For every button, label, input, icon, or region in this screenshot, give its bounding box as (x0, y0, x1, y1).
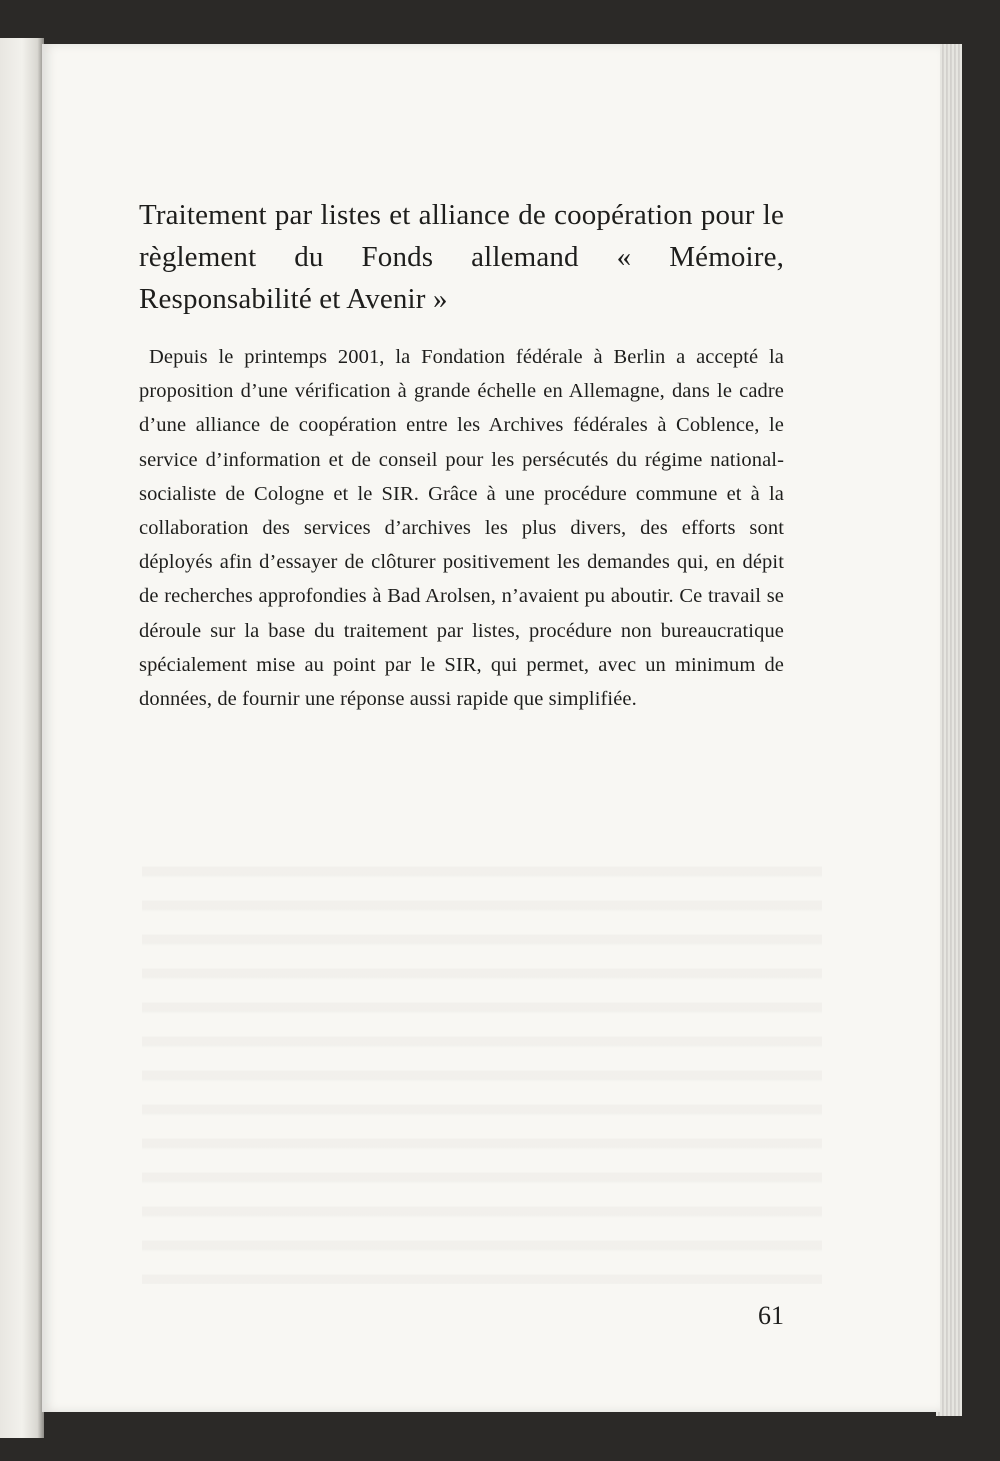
book-page (42, 44, 940, 1412)
body-paragraph: Depuis le printemps 2001, la Fondation fédérale à Berlin a accepté la proposition d’une vérification à grande échelle en Allemagne, dans le cadre d’une alliance de coopération entre les Archives fédérales à Coblence, le service d’information et de conseil pour les persécutés du régime national-socialiste de Cologne et le SIR. Grâce à une procédure commune et à la collaboration des services d’archives les plus divers, des efforts sont déployés afin d’essayer de clôturer positivement les demandes qui, en dépit de recherches approfondies à Bad Arolsen, n’avaient pu aboutir. Ce travail se déroule sur la base du traitement par listes, procédure non bureaucratique spécialement mise au point par le SIR, qui permet, avec un minimum de données, de fournir une réponse aussi rapide que simplifiée. (139, 346, 784, 711)
page-content (139, 194, 784, 716)
facing-page-edge (0, 38, 44, 1438)
section-title: Traitement par listes et alliance de coopération pour le règlement du Fonds allemand « Mémoire, Responsabilité et Avenir » (139, 199, 784, 315)
page-number: 61 (758, 1301, 784, 1330)
show-through-texture (142, 844, 822, 1284)
